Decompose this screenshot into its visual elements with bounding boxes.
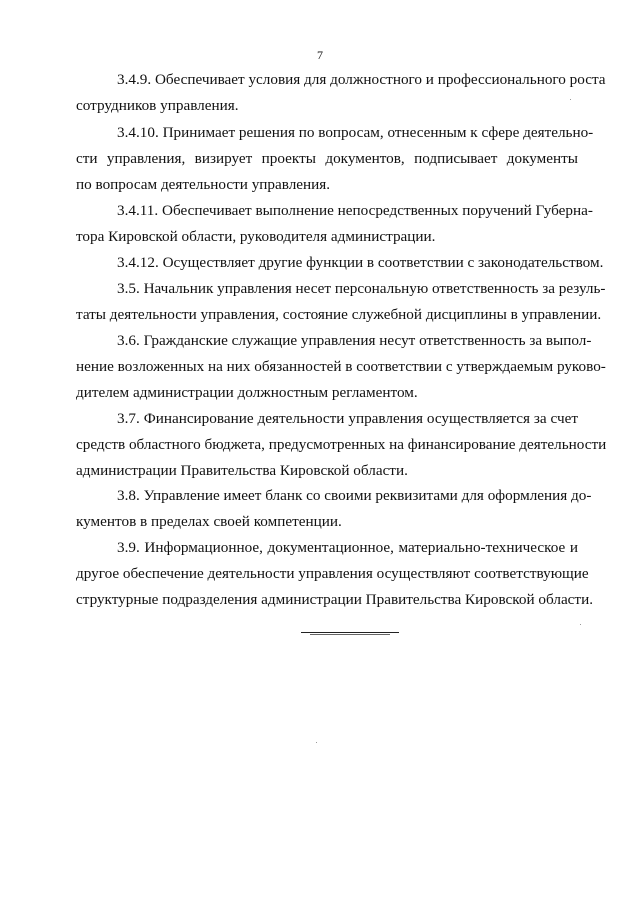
line-3-5-a: 3.5. Начальник управления несет персональную ответственность за резуль- (117, 280, 606, 297)
line-3-4-10-c: по вопросам деятельности управления. (76, 176, 331, 193)
line-3-4-11-a: 3.4.11. Обеспечивает выполнение непосредственных поручений Губерна- (117, 202, 593, 219)
page-number: 7 (317, 48, 323, 62)
line-3-9-a: 3.9. Информационное, документационное, материально-техническое и (117, 539, 578, 556)
line-3-4-10-b: сти управления, визирует проекты документов, подписывает документы (76, 150, 578, 167)
line-3-6-a: 3.6. Гражданские служащие управления несут ответственность за выпол- (117, 332, 592, 349)
line-3-4-11-b: тора Кировской области, руководителя администрации. (76, 228, 436, 245)
line-3-4-9-b: сотрудников управления. (76, 97, 239, 114)
scan-speck (570, 99, 571, 100)
line-3-4-12: 3.4.12. Осуществляет другие функции в соответствии с законодательством. (117, 254, 604, 271)
line-3-4-10-a: 3.4.10. Принимает решения по вопросам, отнесенным к сфере деятельно- (117, 124, 594, 141)
line-3-9-c: структурные подразделения администрации Правительства Кировской области. (76, 591, 593, 608)
end-rule-underline (310, 634, 390, 635)
line-3-7-c: администрации Правительства Кировской области. (76, 462, 408, 479)
line-3-6-b: нение возложенных на них обязанностей в соответствии с утверждаемым руково- (76, 358, 606, 375)
line-3-8-a: 3.8. Управление имеет бланк со своими реквизитами для оформления до- (117, 487, 592, 504)
end-rule (301, 632, 399, 633)
line-3-7-b: средств областного бюджета, предусмотренных на финансирование деятельности (76, 436, 607, 453)
scan-speck (580, 624, 581, 625)
line-3-6-c: дителем администрации должностным регламентом. (76, 384, 418, 401)
line-3-4-9-a: 3.4.9. Обеспечивает условия для должностного и профессионального роста (117, 71, 606, 88)
scan-speck (316, 742, 317, 743)
line-3-7-a: 3.7. Финансирование деятельности управления осуществляется за счет (117, 410, 578, 427)
line-3-8-b: кументов в пределах своей компетенции. (76, 513, 342, 530)
line-3-9-b: другое обеспечение деятельности управления осуществляют соответствующие (76, 565, 589, 582)
line-3-5-b: таты деятельности управления, состояние служебной дисциплины в управлении. (76, 306, 602, 323)
